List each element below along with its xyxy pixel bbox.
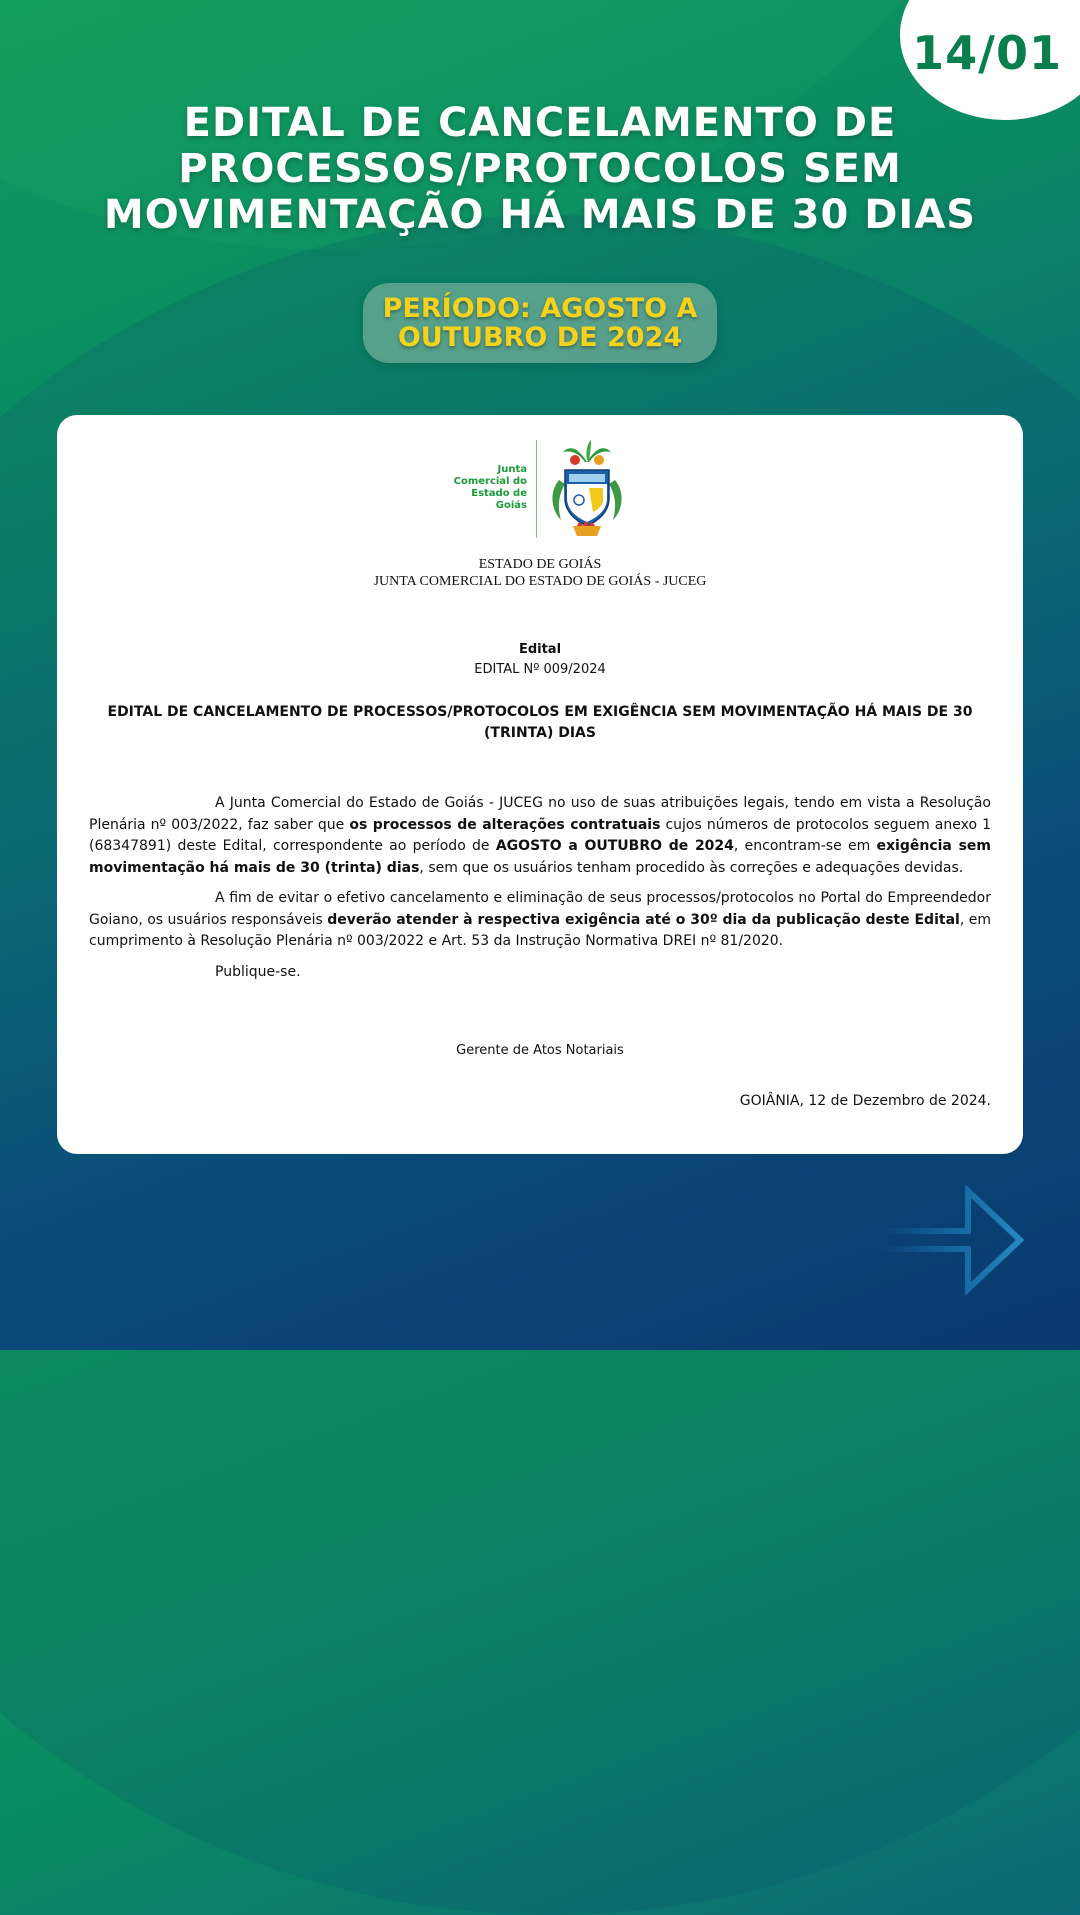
signature: Gerente de Atos Notariais (456, 1043, 624, 1058)
paragraph-3: Publique-se. (215, 963, 301, 980)
title-line: EDITAL DE CANCELAMENTO DE (183, 100, 897, 146)
edital-label: Edital (518, 642, 562, 657)
paragraph-2: A fim de evitar o efetivo cancelamento e eliminação de seus processos/protocolos no Portal do Empreendedor Goiano, os usuários responsáveis deverão atender à respectiva exigência até o 30º dia da publicação deste Edital, em cumprimento à Resolução Plenária nº 003/2022 e Art. 53 da Instrução Normativa DREI nº 81/2020. (89, 890, 991, 949)
paragraph-1: A Junta Comercial do Estado de Goiás - JUCEG no uso de suas atribuições legais, tendo em vista a Resolução Plenária nº 003/2022, faz saber que os processos de alterações contratuais cujos números de protocolos seguem anexo 1 (68347891) deste Edital, correspondente ao período de AGOSTO a OUTUBRO de 2024, encontram-se em exigência sem movimentação há mais de 30 (trinta) dias, sem que os usuários tenham procedido às correções e adequações devidas. (89, 795, 991, 876)
period-line: PERÍODO: AGOSTO A (382, 293, 698, 324)
edital-number: EDITAL Nº 009/2024 (474, 662, 606, 677)
logo-divider (536, 440, 537, 538)
document-body (89, 793, 991, 992)
main-title (60, 100, 1020, 238)
header-line: JUNTA COMERCIAL DO ESTADO DE GOIÁS - JUCEG (373, 574, 707, 589)
header-line: ESTADO DE GOIÁS (478, 557, 602, 572)
period-text (383, 294, 698, 352)
logo-text: Junta Comercial do Estado de Goiás (453, 464, 527, 511)
period-pill (363, 283, 717, 363)
coat-of-arms-icon (547, 440, 627, 538)
period-line: OUTUBRO DE 2024 (397, 322, 683, 353)
document-heading: EDITAL DE CANCELAMENTO DE PROCESSOS/PROTOCOLOS EM EXIGÊNCIA SEM MOVIMENTAÇÃO HÁ MAIS DE 30 (TRINTA) DIAS (107, 704, 973, 741)
title-line: PROCESSOS/PROTOCOLOS SEM (178, 146, 902, 192)
date-badge-text: 14/01 (912, 26, 1062, 80)
arrow-right-icon[interactable] (880, 1185, 1030, 1295)
document-header (57, 556, 1023, 590)
document-card (57, 415, 1023, 1154)
place-date: GOIÂNIA, 12 de Dezembro de 2024. (739, 1093, 991, 1109)
juceg-logo (437, 440, 637, 540)
title-line: MOVIMENTAÇÃO HÁ MAIS DE 30 DIAS (103, 192, 977, 238)
